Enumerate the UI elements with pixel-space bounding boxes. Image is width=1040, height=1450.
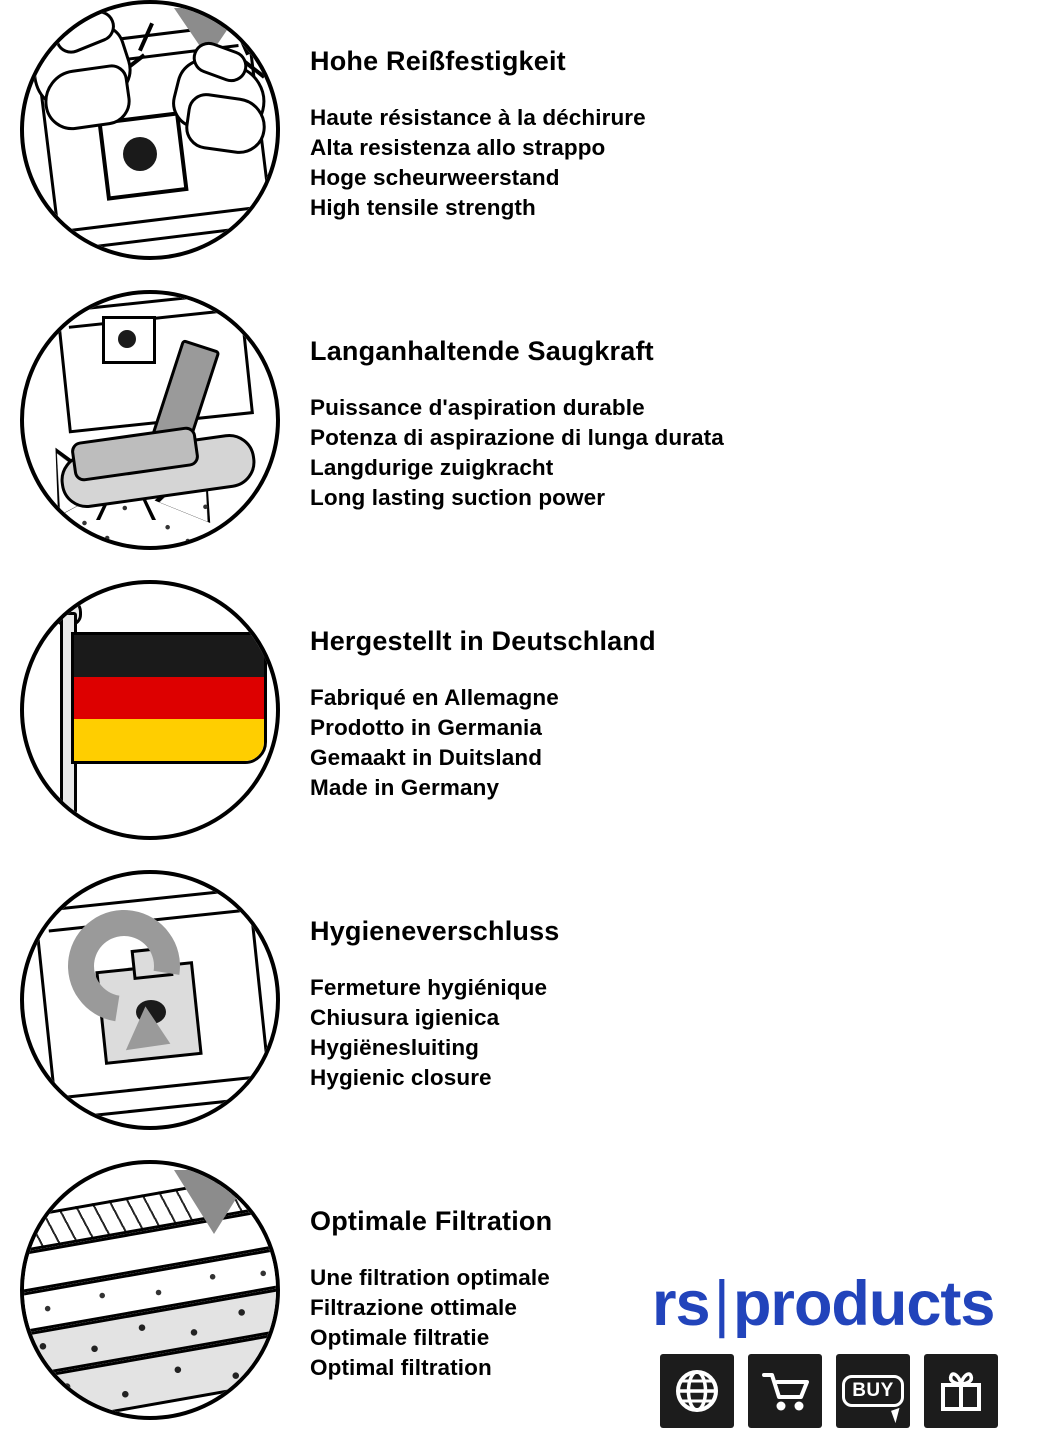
feature-translation: Haute résistance à la déchirure <box>310 105 646 130</box>
german-flag-icon <box>20 580 280 840</box>
buy-button-icon[interactable] <box>836 1354 910 1428</box>
feature-translation: Long lasting suction power <box>310 484 606 510</box>
feature-title: Hygieneverschluss <box>310 916 560 946</box>
feature-translation: Hygiënesluiting <box>310 1034 480 1060</box>
feature-icon-cell <box>0 580 300 840</box>
feature-translation: Chiusura igienica <box>310 1004 500 1030</box>
feature-title: Hergestellt in Deutschland <box>310 626 656 656</box>
feature-translation: Hoge scheurweerstand <box>310 164 560 190</box>
brand-separator: | <box>713 1269 729 1339</box>
feature-text-cell <box>300 0 646 223</box>
cursor-arrow-icon <box>891 1408 904 1423</box>
feature-row <box>0 0 1040 290</box>
feature-icon-cell <box>0 0 300 260</box>
feature-title: Langanhaltende Saugkraft <box>310 336 654 366</box>
buy-label: BUY <box>842 1375 904 1407</box>
feature-text-cell <box>300 580 656 803</box>
feature-translation: Langdurige zuigkracht <box>310 454 554 480</box>
feature-text-cell <box>300 870 560 1093</box>
globe-icon[interactable] <box>660 1354 734 1428</box>
feature-translation: Optimal filtration <box>310 1354 492 1380</box>
feature-text-cell <box>300 290 724 513</box>
feature-row <box>0 290 1040 580</box>
feature-row <box>0 580 1040 870</box>
gift-box-icon[interactable] <box>924 1354 998 1428</box>
feature-title: Hohe Reißfestigkeit <box>310 46 566 76</box>
shopping-cart-icon[interactable] <box>748 1354 822 1428</box>
feature-translation: Puissance d'aspiration durable <box>310 395 645 420</box>
hygienic-closure-icon <box>20 870 280 1130</box>
feature-text-cell <box>300 1160 552 1383</box>
feature-translation: High tensile strength <box>310 194 536 220</box>
feature-translation: Filtrazione ottimale <box>310 1294 518 1320</box>
feature-icon-cell <box>0 1160 300 1420</box>
brand-name-part2: products <box>732 1269 995 1339</box>
feature-translation: Fermeture hygiénique <box>310 975 548 1000</box>
feature-translation: Made in Germany <box>310 774 500 800</box>
brand-name-part1: rs <box>652 1269 710 1339</box>
feature-translation: Potenza di aspirazione di lunga durata <box>310 424 724 450</box>
feature-translation: Alta resistenza allo strappo <box>310 134 606 160</box>
feature-translation: Une filtration optimale <box>310 1265 550 1290</box>
feature-translation: Optimale filtratie <box>310 1324 490 1350</box>
tear-resistance-icon <box>20 0 280 260</box>
filtration-layers-icon <box>20 1160 280 1420</box>
brand-block <box>652 1269 1032 1428</box>
feature-translation: Fabriqué en Allemagne <box>310 685 559 710</box>
feature-translation: Hygienic closure <box>310 1064 492 1090</box>
feature-translation: Gemaakt in Duitsland <box>310 744 543 770</box>
feature-row <box>0 870 1040 1160</box>
feature-translation: Prodotto in Germania <box>310 714 543 740</box>
brand-icon-row <box>660 1354 1032 1428</box>
brand-logo <box>652 1269 1032 1339</box>
feature-icon-cell <box>0 870 300 1130</box>
feature-title: Optimale Filtration <box>310 1206 553 1236</box>
feature-icon-cell <box>0 290 300 550</box>
suction-power-icon <box>20 290 280 550</box>
